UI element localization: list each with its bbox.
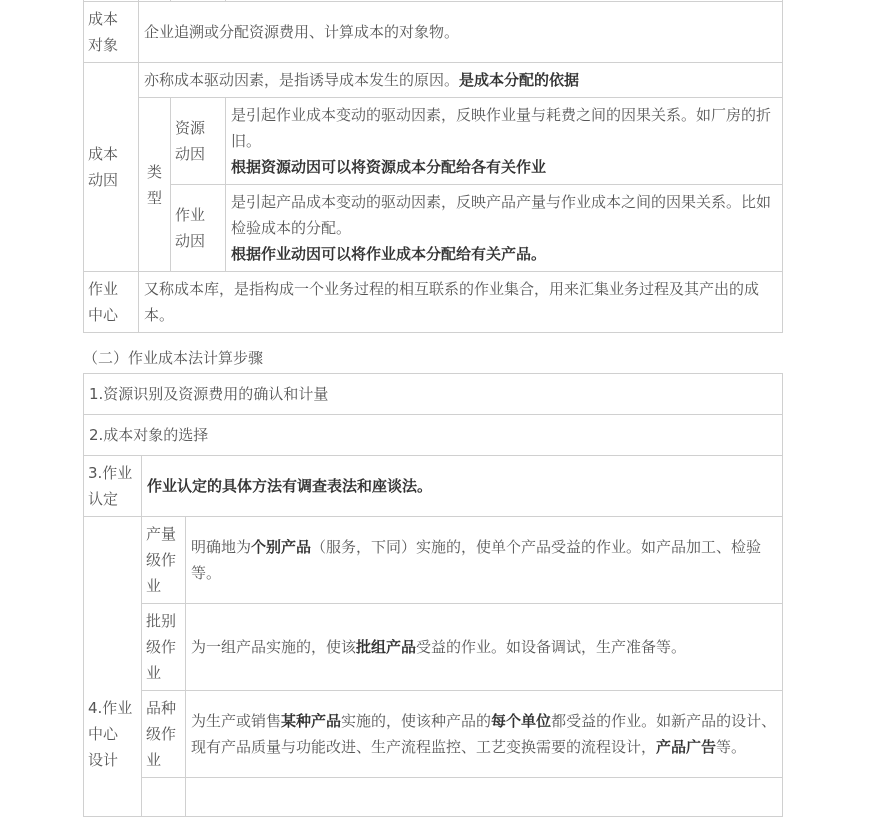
table-row-unit-level xyxy=(84,517,783,604)
table-row-step-2 xyxy=(84,415,783,456)
activity-driver-description: 是引起产品成本变动的驱动因素，反映产品产量与作业成本之间的因果关系。比如检验成本的分配。 根据作业动因可以将作业成本分配给有关产品。 xyxy=(226,185,783,272)
unit-level-label: 产量 级作 业 xyxy=(142,517,186,604)
table-row-activity-center xyxy=(84,272,783,333)
row-label-cost-object: 成本 对象 xyxy=(84,2,139,63)
resource-driver-description: 是引起作业成本变动的驱动因素，反映作业量与耗费之间的因果关系。如厂房的折旧。 根据资源动因可以将资源成本分配给各有关作业 xyxy=(226,98,783,185)
batch-level-label: 批别 级作 业 xyxy=(142,604,186,691)
table-row-resource-driver xyxy=(84,98,783,185)
batch-level-description: 为一组产品实施的，使该批组产品受益的作业。如设备调试，生产准备等。 xyxy=(186,604,783,691)
table-row-cost-driver-intro xyxy=(84,63,783,98)
resource-driver-label: 资源 动因 xyxy=(171,98,226,185)
table-row-cost-object xyxy=(84,2,783,63)
step-2: 2.成本对象的选择 xyxy=(84,415,783,456)
step-1: 1.资源识别及资源费用的确认和计量 xyxy=(84,374,783,415)
table-row-batch-level xyxy=(84,604,783,691)
cost-driver-definition: 亦称成本驱动因素，是指诱导成本发生的原因。是成本分配的依据 xyxy=(139,63,783,98)
activity-driver-label: 作业 动因 xyxy=(171,185,226,272)
abc-concepts-table xyxy=(83,0,783,333)
abc-steps-table xyxy=(83,373,783,817)
activity-center-definition: 又称成本库，是指构成一个业务过程的相互联系的作业集合，用来汇集业务过程及其产出的成本。 xyxy=(139,272,783,333)
unit-level-description: 明确地为个别产品（服务，下同）实施的，使单个产品受益的作业。如产品加工、检验等。 xyxy=(186,517,783,604)
product-level-description: 为生产或销售某种产品实施的，使该种产品的每个单位都受益的作业。如新产品的设计、现有产品质量与功能改进、生产流程监控、工艺变换需要的流程设计，产品广告等。 xyxy=(186,691,783,778)
table-row-step-3 xyxy=(84,456,783,517)
cost-object-definition: 企业追溯或分配资源费用、计算成本的对象物。 xyxy=(139,2,783,63)
document-content xyxy=(83,0,783,817)
step-3-description: 作业认定的具体方法有调查表法和座谈法。 xyxy=(142,456,783,517)
table-row-activity-driver xyxy=(84,185,783,272)
step-4-label: 4.作业 中心 设计 xyxy=(84,517,142,817)
row-label-cost-driver: 成本 动因 xyxy=(84,63,139,272)
table-row-step-1 xyxy=(84,374,783,415)
row-label-activity-center: 作业 中心 xyxy=(84,272,139,333)
type-label: 类 型 xyxy=(139,98,171,272)
section-heading: （二）作业成本法计算步骤 xyxy=(83,349,264,367)
product-level-label: 品种 级作 业 xyxy=(142,691,186,778)
table-row-product-level xyxy=(84,691,783,778)
step-3-label: 3.作业 认定 xyxy=(84,456,142,517)
table-row-partial-bottom xyxy=(84,778,783,817)
